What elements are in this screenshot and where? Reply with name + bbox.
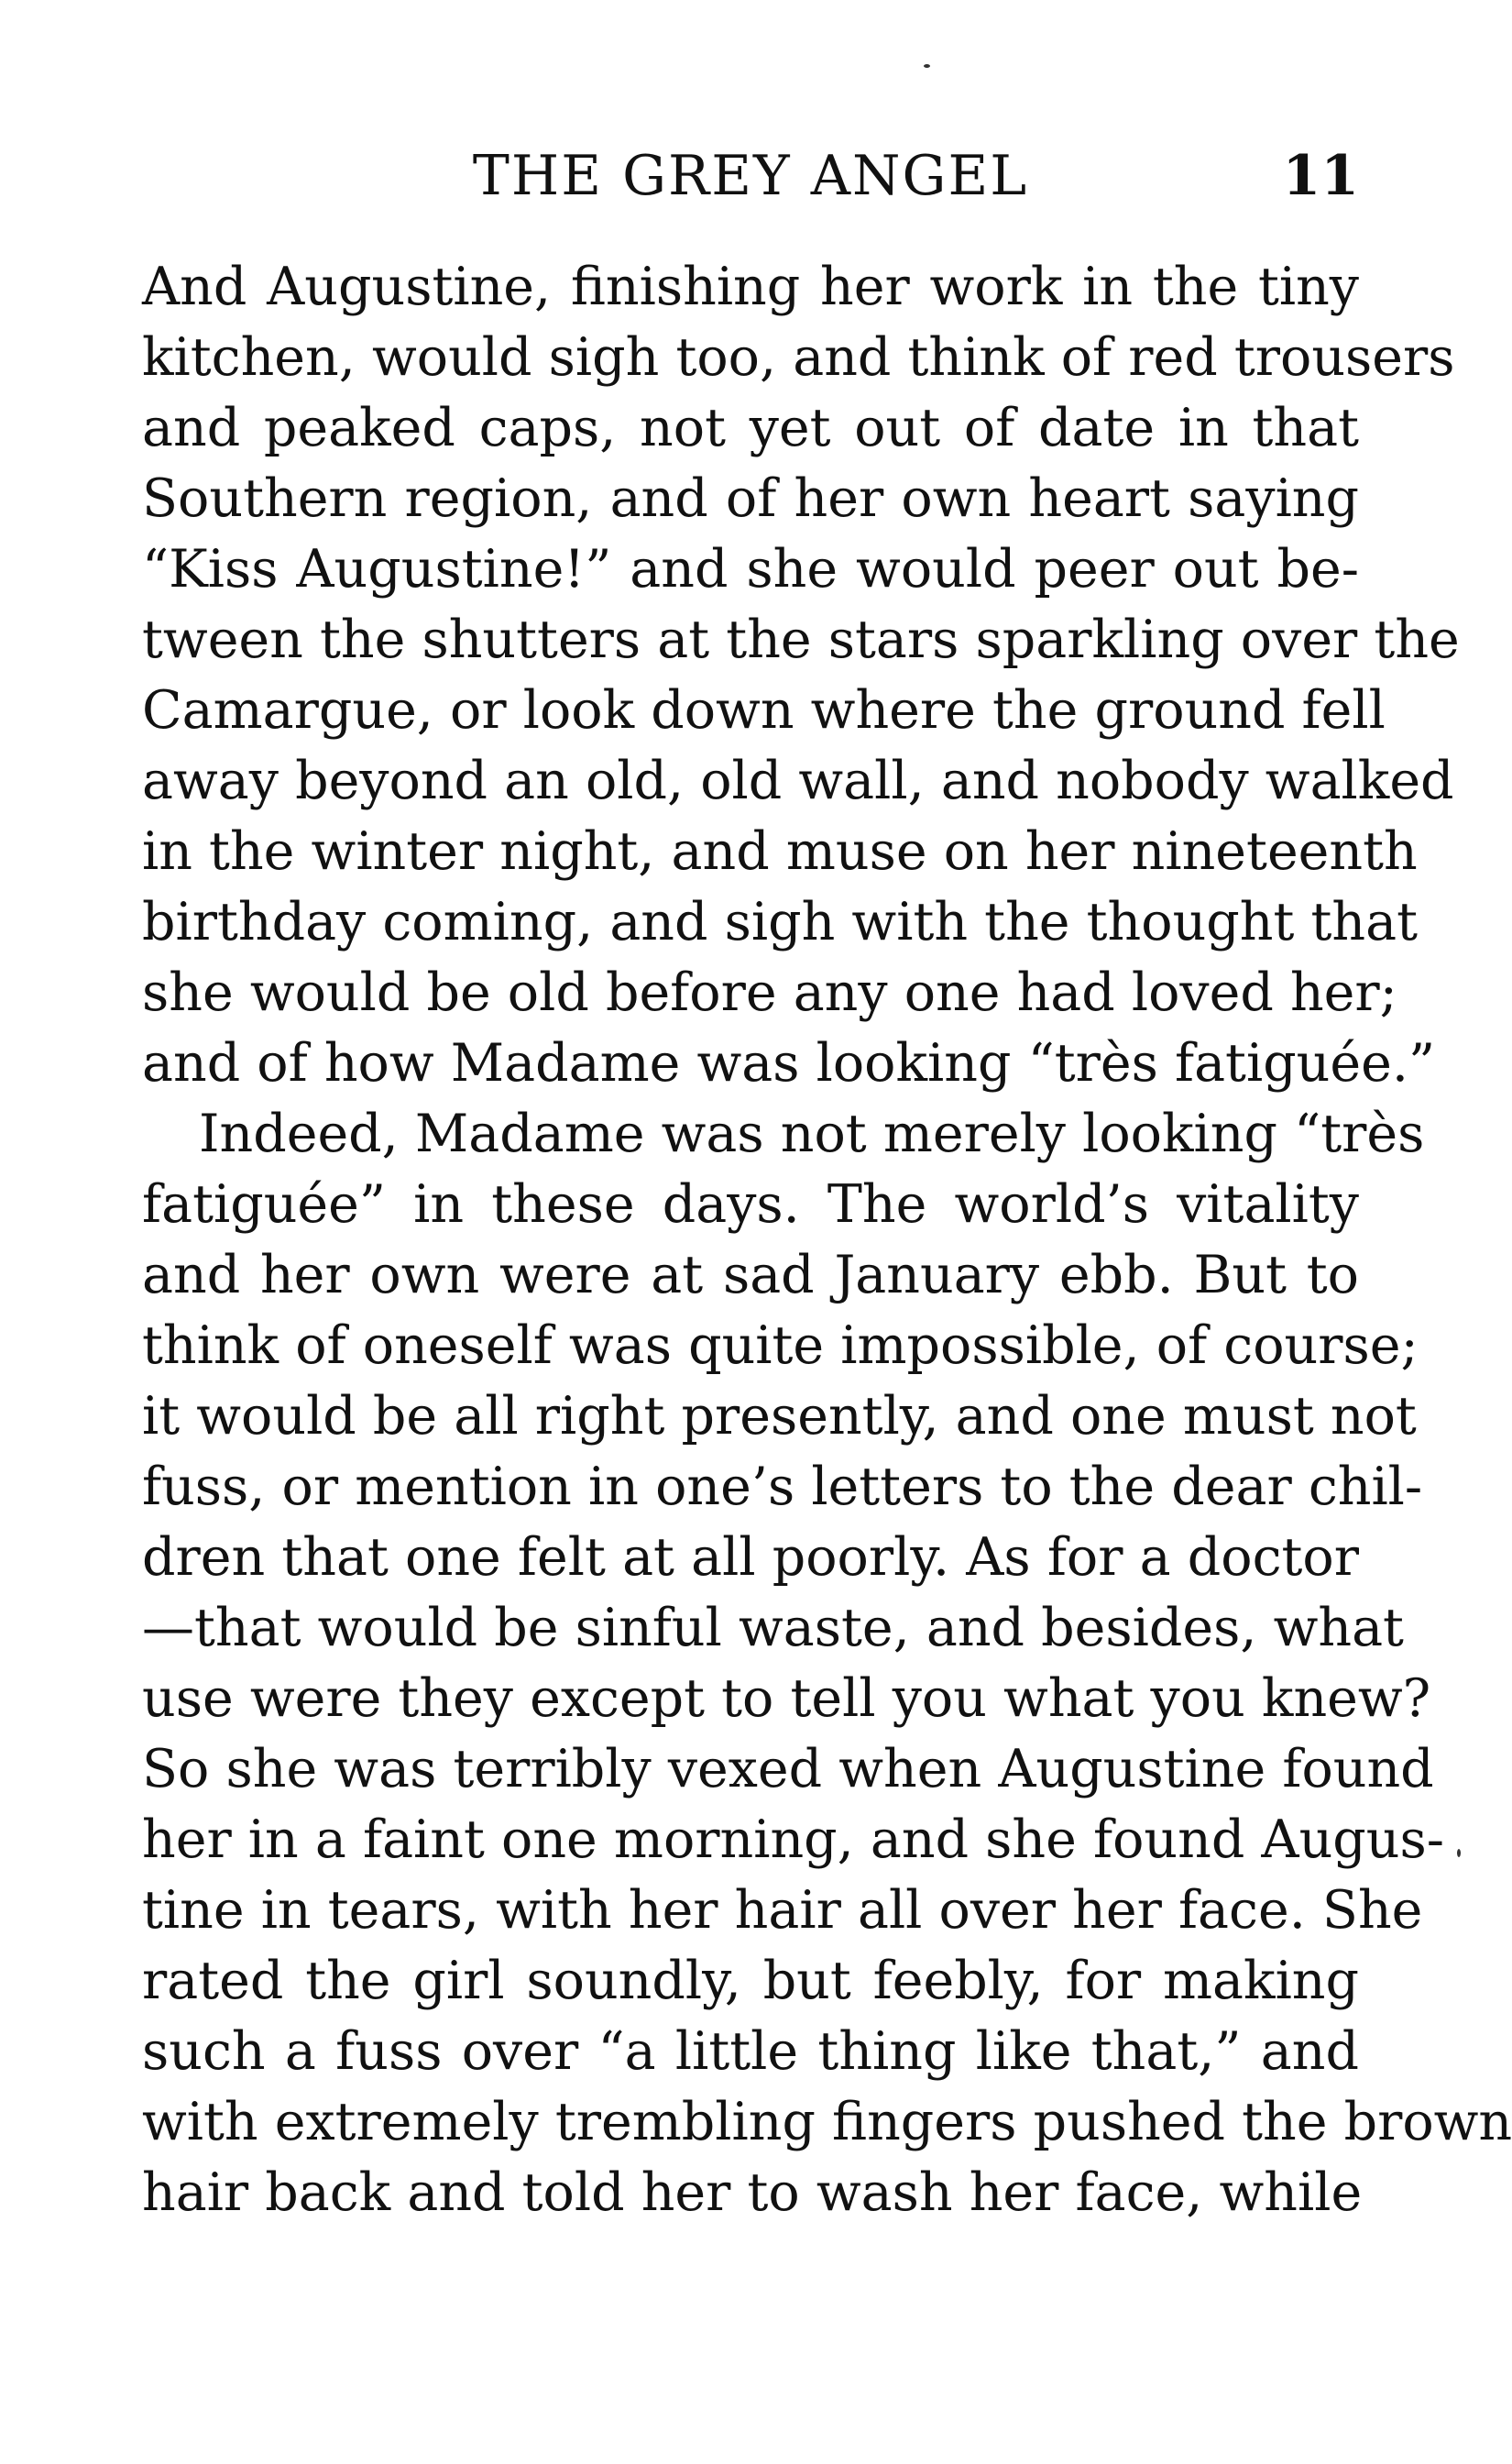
text-line: in the winter night, and muse on her nineteenth xyxy=(142,821,1418,882)
text-line: Camargue, or look down where the ground fell xyxy=(142,680,1386,741)
text-line: use were they except to tell you what you knew? xyxy=(142,1668,1431,1729)
text-line: dren that one felt at all poorly. As for a doctor xyxy=(142,1527,1359,1588)
text-line: and of how Madame was looking “très fatiguée.” xyxy=(142,1033,1436,1094)
running-title: THE GREY ANGEL xyxy=(472,144,1029,208)
ink-speck xyxy=(924,64,930,68)
text-line: Indeed, Madame was not merely looking “très xyxy=(199,1104,1425,1164)
text-line: such a fuss over “a little thing like that,” and xyxy=(142,2021,1359,2082)
body-text xyxy=(142,252,1512,2228)
text-line: fuss, or mention in one’s letters to the dear chil- xyxy=(142,1457,1423,1517)
page-number: 11 xyxy=(1282,144,1359,208)
text-line: rated the girl soundly, but feebly, for making xyxy=(142,1951,1359,2011)
text-line: and peaked caps, not yet out of date in that xyxy=(142,398,1359,458)
text-line: Southern region, and of her own heart saying xyxy=(142,468,1359,529)
text-line: tween the shutters at the stars sparkling over the xyxy=(142,610,1460,670)
text-line: fatiguée” in these days. The world’s vitality xyxy=(142,1174,1359,1235)
text-line: tine in tears, with her hair all over her face. She xyxy=(142,1880,1423,1941)
text-line: she would be old before any one had loved her; xyxy=(142,962,1397,1023)
ink-speck xyxy=(1457,1849,1461,1857)
text-line: birthday coming, and sigh with the thought that xyxy=(142,892,1419,952)
text-line: So she was terribly vexed when Augustine found xyxy=(142,1739,1434,1799)
text-line: “Kiss Augustine!” and she would peer out be- xyxy=(142,539,1359,600)
running-head xyxy=(142,139,1359,213)
text-line: hair back and told her to wash her face, while xyxy=(142,2162,1363,2223)
text-line: her in a faint one morning, and she found Augus- xyxy=(142,1810,1445,1870)
text-line: —that would be sinful waste, and besides, what xyxy=(142,1598,1404,1658)
text-line: with extremely trembling fingers pushed the brown xyxy=(142,2092,1512,2152)
text-line: And Augustine, finishing her work in the tiny xyxy=(142,257,1359,317)
text-line: away beyond an old, old wall, and nobody walked xyxy=(142,751,1454,811)
text-line: think of oneself was quite impossible, of course; xyxy=(142,1315,1419,1376)
text-line: and her own were at sad January ebb. But to xyxy=(142,1245,1359,1305)
text-line: kitchen, would sigh too, and think of red trousers xyxy=(142,327,1455,388)
text-line: it would be all right presently, and one must not xyxy=(142,1386,1417,1446)
